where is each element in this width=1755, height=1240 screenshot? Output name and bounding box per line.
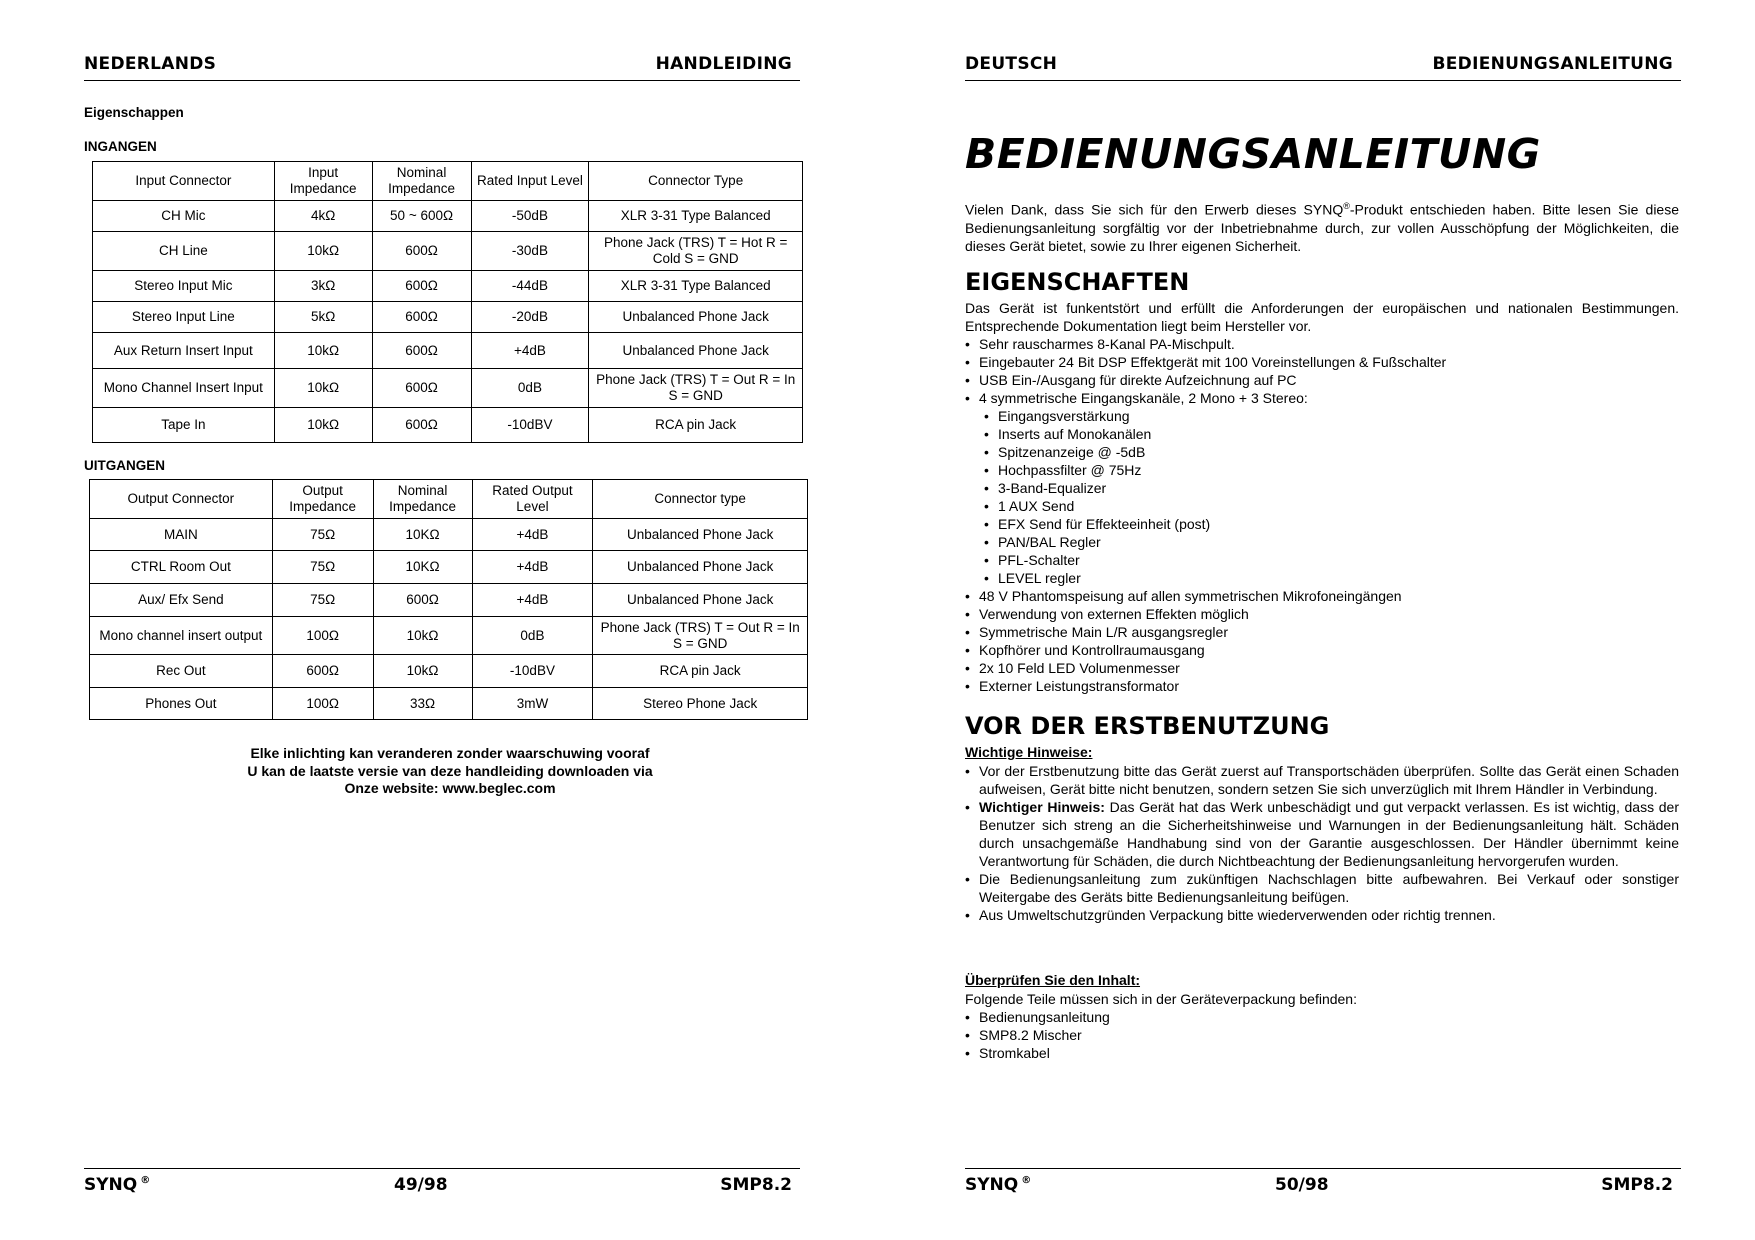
section-title: Eigenschappen [84, 105, 184, 120]
page-footer [84, 1168, 800, 1199]
page-number: 49/98 [394, 1175, 448, 1195]
table-cell: 600Ω [372, 232, 471, 271]
table-cell: 75Ω [272, 584, 373, 617]
footer-model: SMP8.2 [720, 1175, 792, 1195]
footer-brand: SYNQ ® [965, 1175, 1032, 1195]
table-cell: Unbalanced Phone Jack [589, 333, 803, 369]
table-cell: Unbalanced Phone Jack [593, 519, 808, 551]
outputs-title: UITGANGEN [84, 458, 165, 473]
inputs-table-body [93, 162, 803, 443]
inputs-table [92, 161, 803, 443]
table-header-cell: Nominal Impedance [373, 480, 472, 519]
table-row [93, 369, 803, 408]
table-cell: 10KΩ [373, 519, 472, 551]
table-row [90, 584, 808, 617]
inputs-title: INGANGEN [84, 139, 157, 154]
features-heading: EIGENSCHAFTEN [965, 268, 1190, 296]
table-header-row [93, 162, 803, 201]
list-item: • EFX Send für Effekteeinheit (post) [984, 515, 1210, 533]
table-cell: 10KΩ [373, 551, 472, 584]
table-cell: -50dB [471, 201, 589, 232]
table-cell: +4dB [472, 551, 593, 584]
table-cell: 3kΩ [274, 271, 372, 302]
before-use-heading: VOR DER ERSTBENUTZUNG [965, 712, 1330, 740]
table-cell: 10kΩ [373, 655, 472, 688]
header-language: NEDERLANDS [84, 54, 217, 74]
list-item: • Sehr rauscharmes 8-Kanal PA-Mischpult. [965, 335, 1446, 353]
table-cell: +4dB [472, 519, 593, 551]
list-item: • 2x 10 Feld LED Volumenmesser [965, 659, 1402, 677]
page-footer [965, 1168, 1681, 1199]
table-cell: Phone Jack (TRS) T = Hot R = Cold S = GND [589, 232, 803, 271]
table-row [93, 408, 803, 443]
table-cell: 75Ω [272, 519, 373, 551]
table-row [90, 617, 808, 655]
list-item: • Inserts auf Monokanälen [984, 425, 1210, 443]
contents-list [965, 1008, 1110, 1062]
notice-line: Elke inlichting kan veranderen zonder waarschuwing vooraf [250, 745, 650, 761]
list-item: • Eingangsverstärkung [984, 407, 1210, 425]
table-cell: RCA pin Jack [589, 408, 803, 443]
table-cell: XLR 3-31 Type Balanced [589, 201, 803, 232]
important-notes-list [965, 762, 1679, 924]
list-item: • Stromkabel [965, 1044, 1110, 1062]
table-row [93, 232, 803, 271]
table-cell: Unbalanced Phone Jack [589, 302, 803, 333]
table-cell: +4dB [471, 333, 589, 369]
update-notice [160, 745, 740, 798]
left-page [0, 0, 877, 1240]
list-item: • SMP8.2 Mischer [965, 1026, 1110, 1044]
registered-mark: ® [1021, 1175, 1032, 1187]
list-item: • Spitzenanzeige @ -5dB [984, 443, 1210, 461]
table-cell: Aux Return Insert Input [93, 333, 275, 369]
outputs-table [89, 479, 808, 720]
list-item: • Externer Leistungstransformator [965, 677, 1402, 695]
list-item: • Bedienungsanleitung [965, 1008, 1110, 1026]
list-item: • 4 symmetrische Eingangskanäle, 2 Mono + 3 Stereo: [965, 389, 1446, 407]
table-cell: Mono channel insert output [90, 617, 273, 655]
list-item: • Aus Umweltschutzgründen Verpackung bitte wiederverwenden oder richtig trennen. [965, 906, 1679, 924]
important-notes-title: Wichtige Hinweise: [965, 744, 1093, 760]
table-header-cell: Output Connector [90, 480, 273, 519]
table-cell: Unbalanced Phone Jack [593, 551, 808, 584]
list-item: • PAN/BAL Regler [984, 533, 1210, 551]
list-item: • 48 V Phantomspeisung auf allen symmetrischen Mikrofoneingängen [965, 587, 1402, 605]
list-item: • Wichtiger Hinweis: Das Gerät hat das Werk unbeschädigt und gut verpackt verlassen. Es ist wichtig, dass der Benutzer sich streng an die Sicherheitshinweise und Warnungen in der Bedienungsanleitung hält. Schäden durch unsachgemäße Handhabung sind von der Garantie ausgeschlossen. Der Händler übernimmt keine Verantwortung für Schäden, die durch Nichtbeachtung der Bedienungsanleitung hervorgerufen wurden. [965, 798, 1679, 870]
registered-mark: ® [140, 1175, 151, 1187]
list-item: • PFL-Schalter [984, 551, 1210, 569]
list-item: • Hochpassfilter @ 75Hz [984, 461, 1210, 479]
table-header-cell: Connector Type [589, 162, 803, 201]
list-item: • LEVEL regler [984, 569, 1210, 587]
table-row [93, 302, 803, 333]
contents-title: Überprüfen Sie den Inhalt: [965, 972, 1141, 988]
table-cell: Phone Jack (TRS) T = Out R = In S = GND [593, 617, 808, 655]
table-cell: 600Ω [372, 302, 471, 333]
table-cell: Rec Out [90, 655, 273, 688]
table-cell: 5kΩ [274, 302, 372, 333]
list-item: • USB Ein-/Ausgang für direkte Aufzeichnung auf PC [965, 371, 1446, 389]
table-row [90, 551, 808, 584]
table-cell: CH Mic [93, 201, 275, 232]
table-cell: 600Ω [372, 271, 471, 302]
table-cell: +4dB [472, 584, 593, 617]
table-cell: -44dB [471, 271, 589, 302]
table-cell: 600Ω [373, 584, 472, 617]
table-header-cell: Rated Input Level [471, 162, 589, 201]
table-cell: Stereo Input Mic [93, 271, 275, 302]
table-row [93, 333, 803, 369]
page-header [965, 52, 1681, 81]
list-item: • Eingebauter 24 Bit DSP Effektgerät mit 100 Voreinstellungen & Fußschalter [965, 353, 1446, 371]
table-header-cell: Nominal Impedance [372, 162, 471, 201]
table-row [90, 688, 808, 720]
right-page [877, 0, 1755, 1240]
features-list-a [965, 335, 1446, 407]
table-header-cell: Input Connector [93, 162, 275, 201]
table-cell: 75Ω [272, 551, 373, 584]
table-cell: 50 ~ 600Ω [372, 201, 471, 232]
table-cell: 100Ω [272, 688, 373, 720]
table-cell: Unbalanced Phone Jack [593, 584, 808, 617]
contents-intro: Folgende Teile müssen sich in der Geräteverpackung befinden: [965, 991, 1357, 1007]
table-cell: 33Ω [373, 688, 472, 720]
outputs-table-body [90, 480, 808, 720]
table-header-cell: Input Impedance [274, 162, 372, 201]
table-row [93, 271, 803, 302]
table-cell: 600Ω [372, 333, 471, 369]
table-header-cell: Output Impedance [272, 480, 373, 519]
table-cell: XLR 3-31 Type Balanced [589, 271, 803, 302]
table-cell: Phones Out [90, 688, 273, 720]
footer-brand: SYNQ ® [84, 1175, 151, 1195]
list-item: • 1 AUX Send [984, 497, 1210, 515]
list-item: • 3-Band-Equalizer [984, 479, 1210, 497]
footer-model: SMP8.2 [1601, 1175, 1673, 1195]
intro-paragraph: Vielen Dank, dass Sie sich für den Erwerb dieses SYNQ®-Produkt entschieden haben. Bitte lesen Sie diese Bedienungsanleitung sorgfältig vor der Inbetriebnahme durch, zur vollen Ausschöpfung der Möglichkeiten, die dieses Gerät bietet, sowie zu Ihrer eigenen Sicherheit. [965, 201, 1679, 254]
list-item: • Die Bedienungsanleitung zum zukünftigen Nachschlagen bitte aufbewahren. Bei Verkauf oder sonstiger Weitergabe des Geräts bitte Bedienungsanleitung beifügen. [965, 870, 1679, 906]
notice-line: Onze website: www.beglec.com [344, 780, 556, 796]
registered-mark: ® [1343, 201, 1350, 211]
table-cell: Mono Channel Insert Input [93, 369, 275, 408]
table-cell: RCA pin Jack [593, 655, 808, 688]
table-row [93, 201, 803, 232]
list-item: • Kopfhörer und Kontrollraumausgang [965, 641, 1402, 659]
features-sub-list [984, 407, 1210, 587]
list-item: • Verwendung von externen Effekten möglich [965, 605, 1402, 623]
table-cell: 600Ω [372, 408, 471, 443]
page-header [84, 52, 800, 81]
table-cell: -20dB [471, 302, 589, 333]
table-cell: 10kΩ [274, 369, 372, 408]
table-cell: 600Ω [272, 655, 373, 688]
header-title: BEDIENUNGSANLEITUNG [1432, 54, 1673, 74]
table-cell: 4kΩ [274, 201, 372, 232]
table-cell: 100Ω [272, 617, 373, 655]
table-cell: Aux/ Efx Send [90, 584, 273, 617]
table-cell: Stereo Input Line [93, 302, 275, 333]
page-number: 50/98 [1275, 1175, 1329, 1195]
table-cell: 10kΩ [274, 232, 372, 271]
table-cell: 0dB [472, 617, 593, 655]
table-cell: 10kΩ [274, 333, 372, 369]
table-cell: CTRL Room Out [90, 551, 273, 584]
list-item: • Vor der Erstbenutzung bitte das Gerät zuerst auf Transportschäden überprüfen. Sollte das Gerät einen Schaden aufweisen, Gerät bitte nicht benutzen, sondern setzen Sie sich unverzüglich mit Ihrem Händler in Verbindung. [965, 762, 1679, 798]
table-cell: 0dB [471, 369, 589, 408]
table-cell: -10dBV [472, 655, 593, 688]
table-cell: -10dBV [471, 408, 589, 443]
table-cell: CH Line [93, 232, 275, 271]
document-title: BEDIENUNGSANLEITUNG [965, 130, 1541, 178]
table-row [90, 519, 808, 551]
table-header-row [90, 480, 808, 519]
table-cell: 10kΩ [274, 408, 372, 443]
table-cell: 600Ω [372, 369, 471, 408]
features-intro: Das Gerät ist funkentstört und erfüllt die Anforderungen der europäischen und nationalen Bestimmungen. Entsprechende Dokumentation liegt beim Hersteller vor. [965, 300, 1679, 334]
header-language: DEUTSCH [965, 54, 1058, 74]
table-cell: -30dB [471, 232, 589, 271]
table-cell: 10kΩ [373, 617, 472, 655]
table-cell: 3mW [472, 688, 593, 720]
table-header-cell: Connector type [593, 480, 808, 519]
table-cell: Phone Jack (TRS) T = Out R = In S = GND [589, 369, 803, 408]
table-header-cell: Rated Output Level [472, 480, 593, 519]
table-cell: MAIN [90, 519, 273, 551]
table-row [90, 655, 808, 688]
table-cell: Stereo Phone Jack [593, 688, 808, 720]
header-title: HANDLEIDING [655, 54, 792, 74]
features-list-b [965, 587, 1402, 695]
table-cell: Tape In [93, 408, 275, 443]
notice-line: U kan de laatste versie van deze handleiding downloaden via [247, 762, 653, 779]
list-item: • Symmetrische Main L/R ausgangsregler [965, 623, 1402, 641]
